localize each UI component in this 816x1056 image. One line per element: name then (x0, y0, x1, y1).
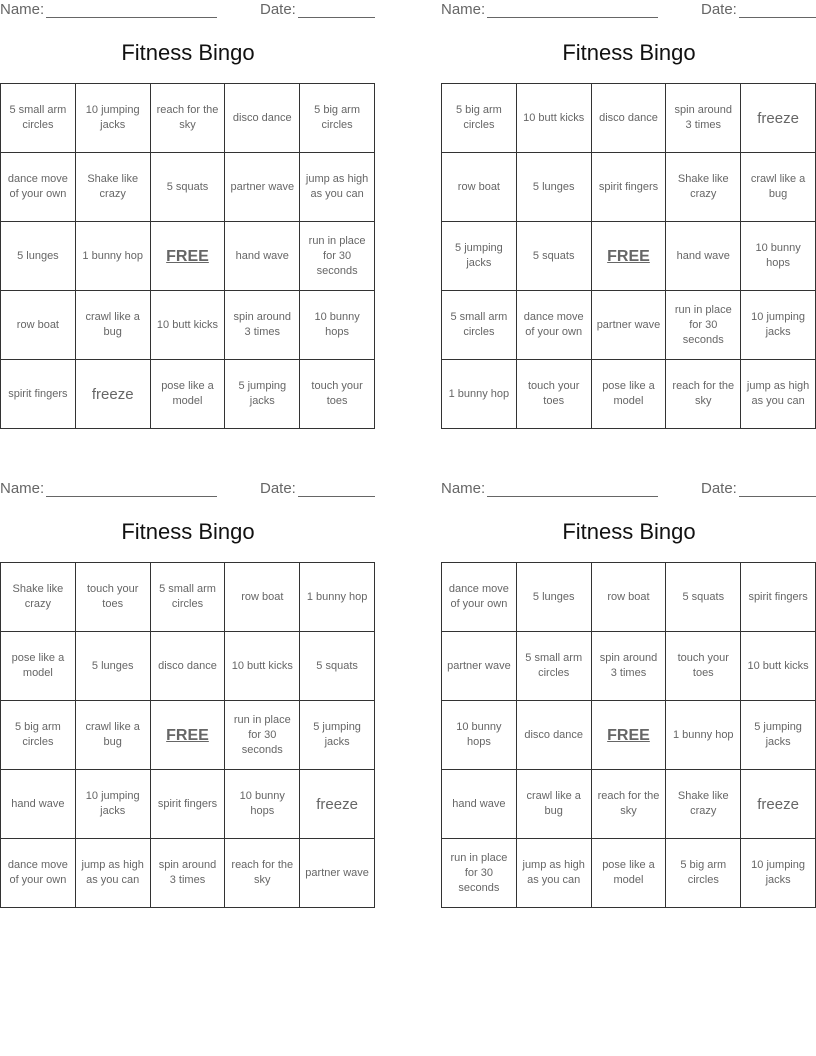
name-blank-line (487, 17, 658, 18)
bingo-cell: 5 big arm circles (300, 84, 375, 153)
bingo-cell: 5 small arm circles (516, 632, 591, 701)
bingo-cell: jump as high as you can (75, 839, 150, 908)
bingo-cell: spin around 3 times (150, 839, 225, 908)
bingo-cell: 1 bunny hop (666, 701, 741, 770)
free-space: FREE (591, 222, 666, 291)
bingo-row (442, 222, 816, 291)
bingo-cell: reach for the sky (225, 839, 300, 908)
bingo-row (1, 563, 375, 632)
bingo-cell: spin around 3 times (225, 291, 300, 360)
bingo-cell: 10 butt kicks (150, 291, 225, 360)
bingo-cell: 10 butt kicks (741, 632, 816, 701)
bingo-cell: 10 bunny hops (442, 701, 517, 770)
bingo-row (1, 770, 375, 839)
bingo-cell: 5 squats (666, 563, 741, 632)
card-header (441, 480, 816, 500)
bingo-row (1, 153, 375, 222)
bingo-cell: pose like a model (1, 632, 76, 701)
bingo-cell: 10 jumping jacks (75, 84, 150, 153)
bingo-cell: hand wave (225, 222, 300, 291)
bingo-cell: crawl like a bug (741, 153, 816, 222)
date-blank-line (298, 496, 375, 497)
bingo-cell: pose like a model (591, 360, 666, 429)
bingo-cell: row boat (442, 153, 517, 222)
date-label: Date: (701, 480, 737, 497)
bingo-cell: spin around 3 times (666, 84, 741, 153)
bingo-row (442, 360, 816, 429)
bingo-cell: reach for the sky (666, 360, 741, 429)
bingo-row (1, 291, 375, 360)
date-blank-line (739, 496, 816, 497)
name-blank-line (46, 17, 217, 18)
bingo-row (1, 839, 375, 908)
name-label: Name: (441, 1, 486, 18)
card-title: Fitness Bingo (121, 40, 255, 65)
bingo-cell: 1 bunny hop (300, 563, 375, 632)
bingo-cell: pose like a model (591, 839, 666, 908)
bingo-cell: disco dance (225, 84, 300, 153)
bingo-cell: partner wave (300, 839, 375, 908)
bingo-cell: spirit fingers (741, 563, 816, 632)
bingo-cell: 5 lunges (516, 563, 591, 632)
name-label: Name: (441, 480, 486, 497)
bingo-cell: 10 bunny hops (225, 770, 300, 839)
bingo-cell: run in place for 30 seconds (442, 839, 517, 908)
bingo-cell: hand wave (666, 222, 741, 291)
bingo-cell: 10 butt kicks (516, 84, 591, 153)
bingo-cell: partner wave (591, 291, 666, 360)
card-title: Fitness Bingo (562, 40, 696, 65)
bingo-cell: crawl like a bug (516, 770, 591, 839)
bingo-cell: reach for the sky (591, 770, 666, 839)
bingo-cell: row boat (591, 563, 666, 632)
bingo-cell: 5 big arm circles (1, 701, 76, 770)
bingo-cell: 1 bunny hop (442, 360, 517, 429)
bingo-cell: spin around 3 times (591, 632, 666, 701)
name-blank-line (46, 496, 217, 497)
bingo-row (442, 84, 816, 153)
bingo-cell: run in place for 30 seconds (666, 291, 741, 360)
bingo-cell: Shake like crazy (1, 563, 76, 632)
bingo-cell: dance move of your own (1, 153, 76, 222)
bingo-cell: 5 jumping jacks (300, 701, 375, 770)
bingo-cell: freeze (741, 84, 816, 153)
free-space: FREE (591, 701, 666, 770)
bingo-grid (0, 562, 375, 908)
bingo-row (442, 632, 816, 701)
bingo-cell: 5 jumping jacks (442, 222, 517, 291)
bingo-cell: 1 bunny hop (75, 222, 150, 291)
bingo-cell: spirit fingers (150, 770, 225, 839)
bingo-cell: row boat (225, 563, 300, 632)
bingo-cell: 5 lunges (516, 153, 591, 222)
bingo-cell: dance move of your own (516, 291, 591, 360)
bingo-cell: run in place for 30 seconds (225, 701, 300, 770)
card-header (0, 1, 376, 21)
free-space: FREE (150, 701, 225, 770)
name-label: Name: (0, 480, 45, 497)
bingo-cell: Shake like crazy (666, 153, 741, 222)
bingo-cell: 5 lunges (75, 632, 150, 701)
bingo-row (1, 84, 375, 153)
bingo-cell: 10 jumping jacks (741, 839, 816, 908)
bingo-cell: crawl like a bug (75, 291, 150, 360)
bingo-cell: 10 bunny hops (741, 222, 816, 291)
bingo-cell: touch your toes (75, 563, 150, 632)
bingo-row (1, 632, 375, 701)
bingo-cell: 5 lunges (1, 222, 76, 291)
bingo-grid (0, 83, 375, 429)
bingo-cell: reach for the sky (150, 84, 225, 153)
bingo-cell: run in place for 30 seconds (300, 222, 375, 291)
card-title: Fitness Bingo (562, 519, 696, 544)
date-blank-line (739, 17, 816, 18)
bingo-cell: 5 squats (150, 153, 225, 222)
name-blank-line (487, 496, 658, 497)
bingo-cell: dance move of your own (1, 839, 76, 908)
bingo-cell: 10 butt kicks (225, 632, 300, 701)
bingo-cell: jump as high as you can (741, 360, 816, 429)
bingo-cell: freeze (300, 770, 375, 839)
bingo-cell: 5 big arm circles (442, 84, 517, 153)
bingo-cell: 5 squats (516, 222, 591, 291)
bingo-cell: 10 bunny hops (300, 291, 375, 360)
bingo-cell: 5 jumping jacks (225, 360, 300, 429)
date-label: Date: (260, 1, 296, 18)
bingo-cell: partner wave (225, 153, 300, 222)
bingo-cell: spirit fingers (591, 153, 666, 222)
bingo-cell: disco dance (150, 632, 225, 701)
bingo-cell: 5 small arm circles (442, 291, 517, 360)
bingo-row (1, 360, 375, 429)
bingo-cell: 10 jumping jacks (75, 770, 150, 839)
bingo-cell: dance move of your own (442, 563, 517, 632)
bingo-row (442, 770, 816, 839)
card-header (441, 1, 816, 21)
bingo-row (442, 563, 816, 632)
bingo-row (442, 153, 816, 222)
bingo-cell: partner wave (442, 632, 517, 701)
bingo-grid (441, 83, 816, 429)
bingo-cell: 10 jumping jacks (741, 291, 816, 360)
bingo-grid (441, 562, 816, 908)
bingo-cell: crawl like a bug (75, 701, 150, 770)
bingo-row (442, 701, 816, 770)
date-label: Date: (701, 1, 737, 18)
name-label: Name: (0, 1, 45, 18)
bingo-cell: disco dance (516, 701, 591, 770)
bingo-cell: Shake like crazy (75, 153, 150, 222)
bingo-cell: row boat (1, 291, 76, 360)
date-blank-line (298, 17, 375, 18)
bingo-cell: touch your toes (666, 632, 741, 701)
bingo-cell: touch your toes (516, 360, 591, 429)
bingo-cell: pose like a model (150, 360, 225, 429)
bingo-cell: touch your toes (300, 360, 375, 429)
bingo-cell: disco dance (591, 84, 666, 153)
bingo-cell: freeze (75, 360, 150, 429)
bingo-cell: 5 squats (300, 632, 375, 701)
bingo-cell: hand wave (442, 770, 517, 839)
bingo-cell: 5 small arm circles (150, 563, 225, 632)
bingo-cell: 5 big arm circles (666, 839, 741, 908)
bingo-row (442, 839, 816, 908)
card-header (0, 480, 376, 500)
free-space: FREE (150, 222, 225, 291)
bingo-cell: 5 small arm circles (1, 84, 76, 153)
bingo-cell: hand wave (1, 770, 76, 839)
bingo-row (1, 222, 375, 291)
bingo-cell: spirit fingers (1, 360, 76, 429)
bingo-cell: Shake like crazy (666, 770, 741, 839)
bingo-row (1, 701, 375, 770)
card-title: Fitness Bingo (121, 519, 255, 544)
bingo-cell: jump as high as you can (300, 153, 375, 222)
bingo-cell: 5 jumping jacks (741, 701, 816, 770)
bingo-cell: jump as high as you can (516, 839, 591, 908)
bingo-row (442, 291, 816, 360)
bingo-cell: freeze (741, 770, 816, 839)
date-label: Date: (260, 480, 296, 497)
